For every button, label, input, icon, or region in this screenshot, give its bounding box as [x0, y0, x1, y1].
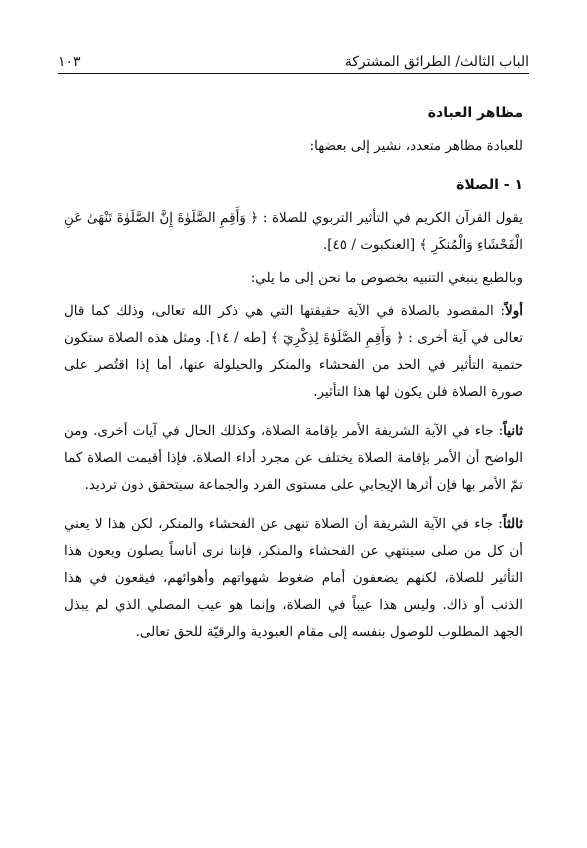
point-second: [64, 418, 523, 499]
note-paragraph: وبالطبع ينبغي التنبيه بخصوص ما نحن إلى ما يلي:: [250, 270, 523, 286]
quran-paragraph: [64, 205, 523, 259]
point-lead: ثانياً: [503, 423, 523, 439]
paragraph-text: يقول القرآن الكريم في التأثير التربوي للصلاة :: [258, 210, 524, 226]
point-lead: ثالثاً: [502, 516, 523, 532]
intro-paragraph: للعبادة مظاهر متعدد، نشير إلى بعضها:: [309, 138, 523, 154]
point-first: [64, 298, 523, 406]
point-lead: أولاً: [505, 303, 523, 319]
point-text: : المقصود بالصلاة في الآية حقيقتها التي هي ذكر الله تعالى، وذلك كما قال تعالى في آية أخرى :: [64, 303, 523, 346]
section-title: مظاهر العبادة: [427, 105, 523, 121]
point-third: [64, 511, 523, 646]
quran-citation: [العنكبوت / ٤٥].: [322, 237, 416, 253]
chapter-title: الباب الثالث/ الطرائق المشتركة: [344, 54, 529, 70]
running-header: [58, 44, 529, 70]
page-number: ١٠٣: [58, 54, 81, 70]
page-body: [64, 100, 523, 646]
point-text: [طه / ١٤]. ومثل هذه الصلاة ستكون حتمية التأثير في الحد من الفحشاء والمنكر والحيلولة عنها، أما إذا اقتُصر على صورة الصلاة فلن يكون لها هذا التأثير.: [64, 330, 523, 400]
quran-quote: ﴿ وَأَقِمِ الصَّلَوٰةَ لِذِكْرِيٓ ﴾: [270, 330, 404, 346]
point-text: : جاء في الآية الشريفة أن الصلاة تنهى عن الفحشاء والمنكر، لكن هذا لا يعني أن كل من صلى سينتهي عن الفحشاء والمنكر، فإننا نرى أناساً يصلون ويعون هذا التأثير للصلاة، لكنهم يضعفون أمام ضغوط شهواتهم وأهوائهم، فيقعون في هذا الذنب أو ذاك. وليس هذا عيباً في الصلاة، وإنما هو عيب المصلي الذي لم يبذل الجهد المطلوب للوصول بنفسه إلى مقام العبودية والرقيّة للحق تعالى.: [64, 516, 523, 640]
subsection-title: ١ - الصلاة: [456, 177, 523, 193]
quran-quote: ﴿ وَأَقِمِ الصَّلَوٰةَ إِنَّ الصَّلَوٰةَ تَنْهَىٰ عَنِ الْفَحْشَاءِ وَالْمُنكَرِ ﴾: [64, 210, 523, 253]
point-text: : جاء في الآية الشريفة الأمر بإقامة الصلاة، وكذلك الحال في آيات أخرى. ومن الواضح أن الأمر بإقامة الصلاة يختلف عن مجرد أداء الصلاة. فإذا أقيمت الصلاة كما تمّ الأمر بها فإن أثرها الإيجابي على مستوى الفرد والجماعة سيتحقق دون ترديد.: [64, 423, 523, 493]
header-rule: [58, 73, 529, 74]
